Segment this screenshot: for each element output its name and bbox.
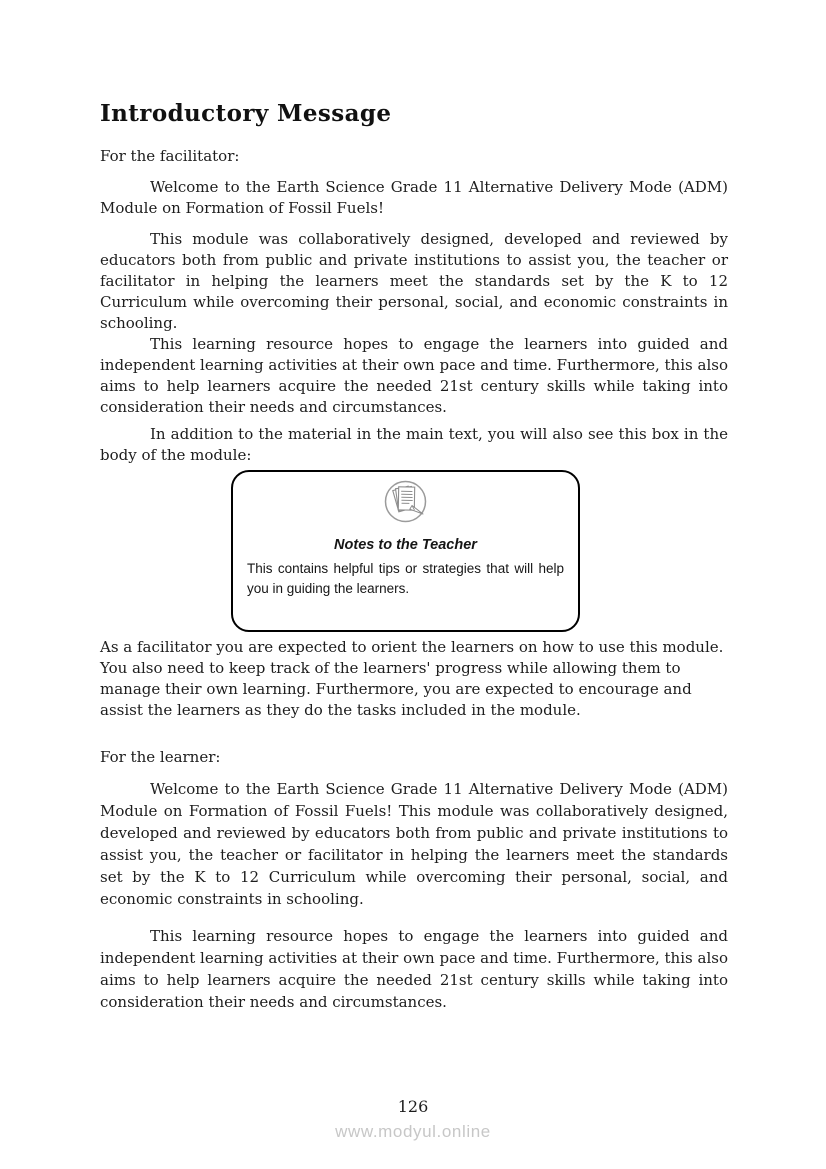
facilitator-paragraph-welcome: Welcome to the Earth Science Grade 11 Alternative Delivery Mode (ADM) Module on Formation of Fossil Fuels!	[100, 178, 728, 217]
page-content	[100, 0, 728, 1013]
page-title: Introductory Message	[100, 100, 392, 127]
facilitator-paragraph-in-addition: In addition to the material in the main text, you will also see this box in the body of the module:	[100, 425, 728, 464]
notes-box-body: This contains helpful tips or strategies that will help you in guiding the learners.	[247, 561, 564, 596]
facilitator-heading: For the facilitator:	[100, 147, 240, 165]
facilitator-closing-paragraph: As a facilitator you are expected to orient the learners on how to use this module. You also need to keep track of the learners' progress while allowing them to manage their own learning. Furthermore, you are expected to encourage and assist the learners as they do the tasks included in the module.	[100, 638, 724, 719]
watermark-text: www.modyul.online	[335, 1122, 491, 1141]
facilitator-paragraph-module-design: This module was collaboratively designed, developed and reviewed by educators both from public and private institutions to assist you, the teacher or facilitator in helping the learners meet the standards set by the K to 12 Curriculum while overcoming their personal, social, and economic constraints in schooling.	[100, 230, 728, 332]
page-number: 126	[397, 1097, 429, 1116]
learner-heading: For the learner:	[100, 748, 221, 766]
learner-paragraph-learning-resource: This learning resource hopes to engage the learners into guided and independent learning activities at their own pace and time. Furthermore, this also aims to help learners acquire the needed 21st century skills while taking into consideration their needs and circumstances.	[100, 927, 728, 1011]
notes-clipboard-icon	[383, 479, 428, 524]
learner-paragraph-welcome: Welcome to the Earth Science Grade 11 Alternative Delivery Mode (ADM) Module on Formation of Fossil Fuels! This module was collaboratively designed, developed and reviewed by educators both from public and private institutions to assist you, the teacher or facilitator in helping the learners meet the standards set by the K to 12 Curriculum while overcoming their personal, social, and economic constraints in schooling.	[100, 780, 728, 908]
facilitator-paragraph-learning-resource: This learning resource hopes to engage the learners into guided and independent learning activities at their own pace and time. Furthermore, this also aims to help learners acquire the needed 21st century skills while taking into consideration their needs and circumstances.	[100, 335, 728, 416]
notes-to-teacher-box	[231, 470, 580, 632]
notes-box-title: Notes to the Teacher	[334, 537, 477, 553]
